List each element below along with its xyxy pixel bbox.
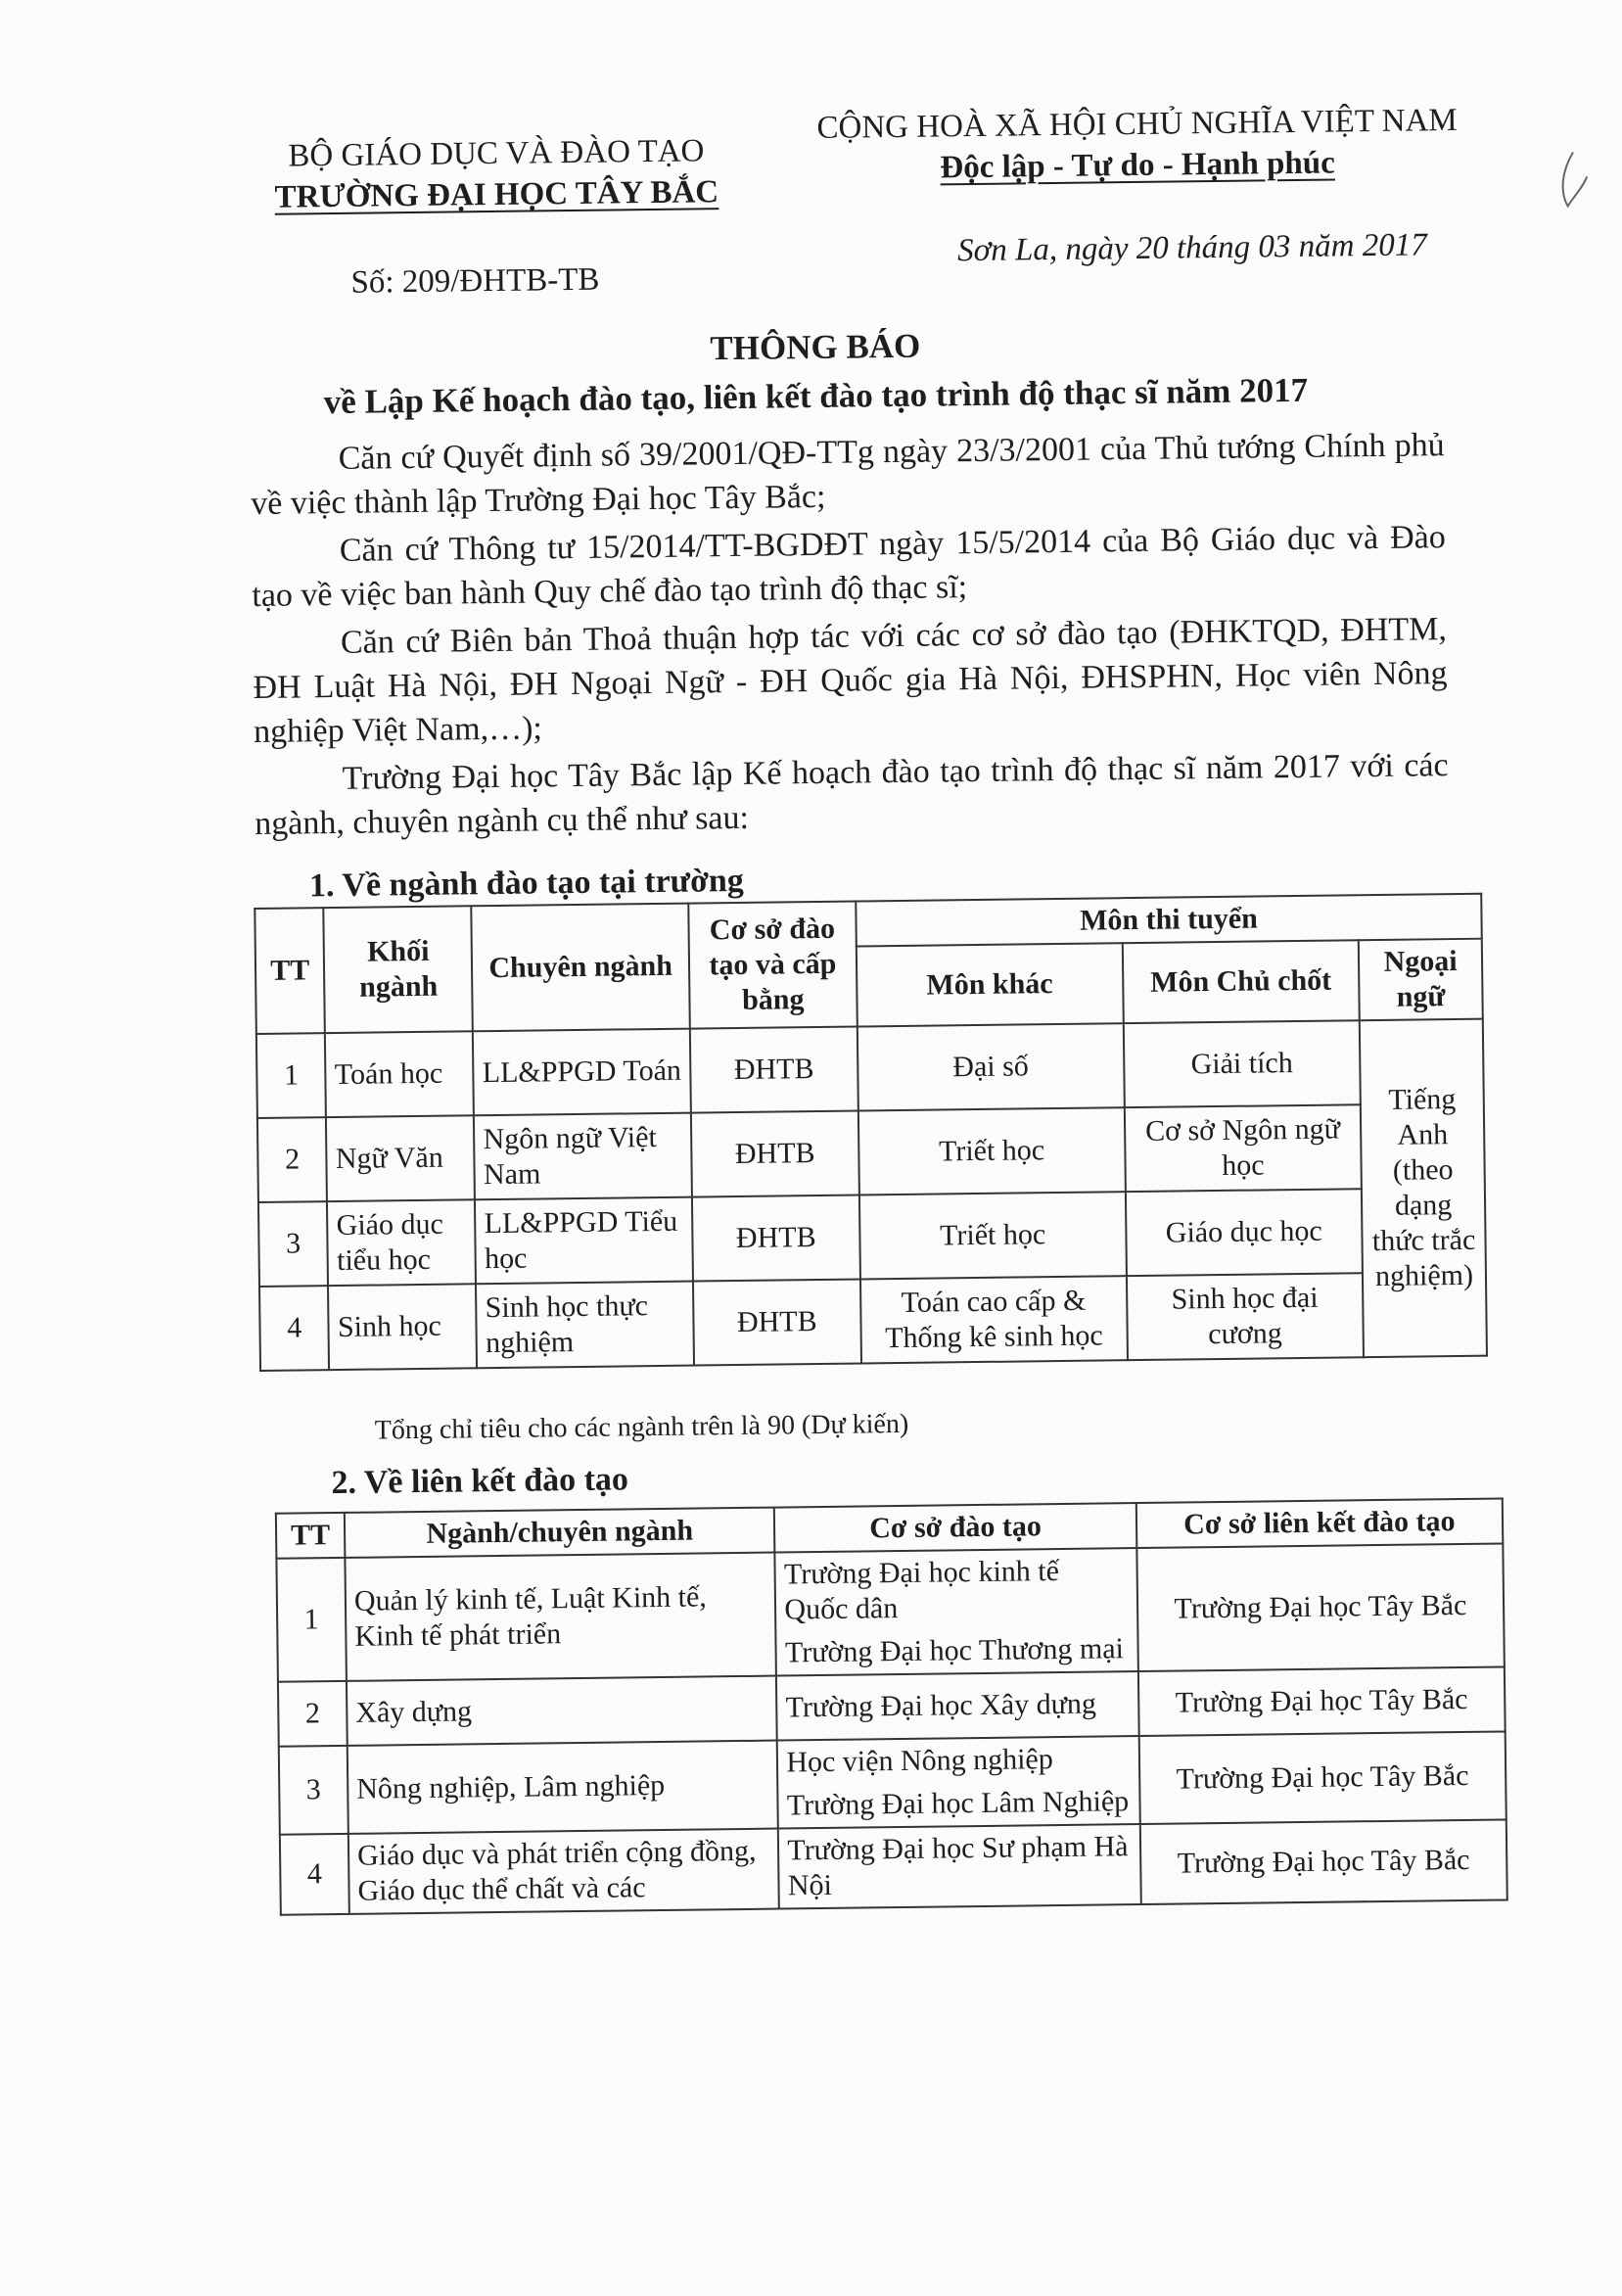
national-motto: Độc lập - Tự do - Hạnh phúc <box>940 145 1335 186</box>
cell-mon-khac: Triết học <box>858 1107 1126 1195</box>
cell-khoi: Giáo dục tiểu học <box>327 1199 476 1286</box>
document-number: Số: 209/ĐHTB-TB <box>350 261 600 301</box>
cell-mon-khac: Triết học <box>859 1192 1127 1279</box>
joint-training-table <box>275 1497 1508 1915</box>
ministry-name: BỘ GIÁO DỤC VÀ ĐÀO TẠO <box>288 133 705 174</box>
cell-coso: ĐHTB <box>690 1027 858 1113</box>
paragraph: Căn cứ Biên bản Thoả thuận hợp tác với các cơ sở đào tạo (ĐHKTQD, ĐHTM, ĐH Luật Hà Nội, ĐH Ngoại Ngữ - ĐH Quốc gia Hà Nội, ĐHSPHN, Học viên Nông nghiệp Việt Nam,…); <box>253 611 1448 751</box>
university-name: TRƯỜNG ĐẠI HỌC TÂY BẮC <box>274 174 719 215</box>
cell-lien-ket: Trường Đại học Tây Bắc <box>1138 1731 1506 1824</box>
cell-coso: ĐHTB <box>692 1195 860 1281</box>
cell-tt: 4 <box>259 1286 329 1371</box>
cell-mon-chu-chot: Cơ sở Ngôn ngữ học <box>1124 1104 1362 1192</box>
cell-tt: 4 <box>280 1834 349 1915</box>
issuer-block <box>237 130 757 218</box>
cell-khoi: Toán học <box>325 1031 474 1117</box>
table-row <box>257 1103 1485 1202</box>
cell-coso: ĐHTB <box>691 1110 859 1196</box>
cell-mon-khac: Toán cao cấp & Thống kê sinh học <box>860 1276 1128 1363</box>
national-header <box>765 99 1509 190</box>
cell-tt: 2 <box>257 1117 327 1202</box>
col-co-so: Cơ sở đào tạo <box>774 1503 1136 1553</box>
preamble <box>250 423 1449 850</box>
col-mon-khac: Môn khác <box>857 943 1124 1026</box>
section-2-heading: 2. Về liên kết đào tạo <box>331 1461 629 1502</box>
cell-chuyen: Sinh học thực nghiệm <box>476 1282 693 1369</box>
place-date: Sơn La, ngày 20 tháng 03 năm 2017 <box>956 227 1427 269</box>
cell-chuyen: Ngôn ngữ Việt Nam <box>474 1113 691 1200</box>
cell-chuyen: LL&PPGD Toán <box>473 1029 690 1116</box>
cell-chuyen: LL&PPGD Tiểu học <box>475 1197 692 1285</box>
col-khoi-nganh: Khối ngành <box>324 906 474 1033</box>
cell-lien-ket: Trường Đại học Tây Bắc <box>1138 1666 1506 1736</box>
title-sub: về Lập Kế hoạch đào tạo, liên kết đào tạo trình độ thạc sĩ năm 2017 <box>323 370 1309 422</box>
cell-tt: 2 <box>278 1681 348 1747</box>
quota-note: Tổng chỉ tiêu cho các ngành trên là 90 (Dự kiến) <box>374 1408 909 1446</box>
table-row <box>258 1188 1486 1287</box>
cell-mon-chu-chot: Sinh học đại cương <box>1127 1273 1365 1360</box>
col-chuyen-nganh: Chuyên ngành <box>472 904 690 1032</box>
cell-khoi: Sinh học <box>328 1284 477 1370</box>
cell-coso: ĐHTB <box>693 1279 861 1365</box>
col-tt: TT <box>255 908 325 1034</box>
table-row <box>256 1019 1484 1118</box>
paragraph: Căn cứ Thông tư 15/2014/TT-BGDĐT ngày 15/5/2014 của Bộ Giáo dục và Đào tạo về việc ban hành Quy chế đào tạo trình độ thạc sĩ; <box>252 519 1446 615</box>
col-mon-chu-chot: Môn Chủ chốt <box>1122 940 1360 1023</box>
cell-nganh: Quản lý kinh tế, Luật Kinh tế, Kinh tế phát triển <box>345 1553 776 1681</box>
cell-mon-chu-chot: Giải tích <box>1123 1020 1361 1107</box>
col-nganh: Ngành/chuyên ngành <box>345 1508 775 1558</box>
cell-nganh: Xây dựng <box>347 1676 777 1746</box>
co-so-item: Trường Đại học Thương mại <box>784 1632 1125 1669</box>
cell-nganh: Giáo dục và phát triển cộng đồng, Giáo dục thể chất và các <box>348 1829 779 1914</box>
cell-tt: 3 <box>258 1201 328 1287</box>
cell-co-so <box>777 1736 1139 1829</box>
cell-ngoai-ngu: Tiếng Anh (theo dạng thức trắc nghiệm) <box>1360 1019 1487 1358</box>
cell-tt: 1 <box>256 1033 326 1118</box>
table-row <box>276 1543 1504 1681</box>
col-mon-thi-tuyen: Môn thi tuyển <box>856 894 1482 947</box>
handwritten-mark-icon <box>1553 147 1594 215</box>
title-main: THÔNG BÁO <box>710 326 921 368</box>
col-co-so: Cơ sở đào tạo và cấp bằng <box>688 902 857 1029</box>
cell-nganh: Nông nghiệp, Lâm nghiệp <box>348 1741 778 1834</box>
cell-tt: 1 <box>276 1558 347 1682</box>
cell-tt: 3 <box>279 1746 348 1835</box>
co-so-item: Trường Đại học Lâm Nghiệp <box>786 1785 1130 1822</box>
section-1-heading: 1. Về ngành đào tạo tại trường <box>308 862 745 905</box>
cell-co-so <box>775 1548 1138 1676</box>
republic-name: CỘNG HOÀ XÃ HỘI CHỦ NGHĨA VIỆT NAM <box>816 102 1458 146</box>
cell-khoi: Ngữ Văn <box>326 1115 475 1201</box>
paragraph: Căn cứ Quyết định số 39/2001/QĐ-TTg ngày 23/3/2001 của Thủ tướng Chính phủ về việc thành lập Trường Đại học Tây Bắc; <box>251 427 1445 523</box>
cell-mon-khac: Đại số <box>857 1023 1125 1110</box>
co-so-item: Học viện Nông nghiệp <box>786 1743 1053 1779</box>
table-row <box>259 1272 1487 1371</box>
table-row <box>279 1731 1506 1834</box>
col-tt: TT <box>276 1513 346 1559</box>
col-ngoai-ngu: Ngoại ngữ <box>1359 939 1483 1021</box>
training-programs-table <box>254 893 1488 1372</box>
cell-lien-ket: Trường Đại học Tây Bắc <box>1139 1819 1506 1904</box>
cell-mon-chu-chot: Giáo dục học <box>1126 1189 1364 1276</box>
co-so-item: Trường Đại học kinh tế Quốc dân <box>783 1555 1060 1626</box>
cell-co-so: Trường Đại học Sư phạm Hà Nội <box>778 1824 1140 1909</box>
cell-co-so: Trường Đại học Xây dựng <box>776 1671 1138 1741</box>
paragraph: Trường Đại học Tây Bắc lập Kế hoạch đào tạo trình độ thạc sĩ năm 2017 với các ngành, chuyên ngành cụ thể như sau: <box>255 747 1449 843</box>
document-title <box>4 313 1622 431</box>
col-lien-ket: Cơ sở liên kết đào tạo <box>1135 1498 1503 1548</box>
table-row <box>280 1819 1507 1914</box>
cell-lien-ket: Trường Đại học Tây Bắc <box>1136 1543 1505 1671</box>
